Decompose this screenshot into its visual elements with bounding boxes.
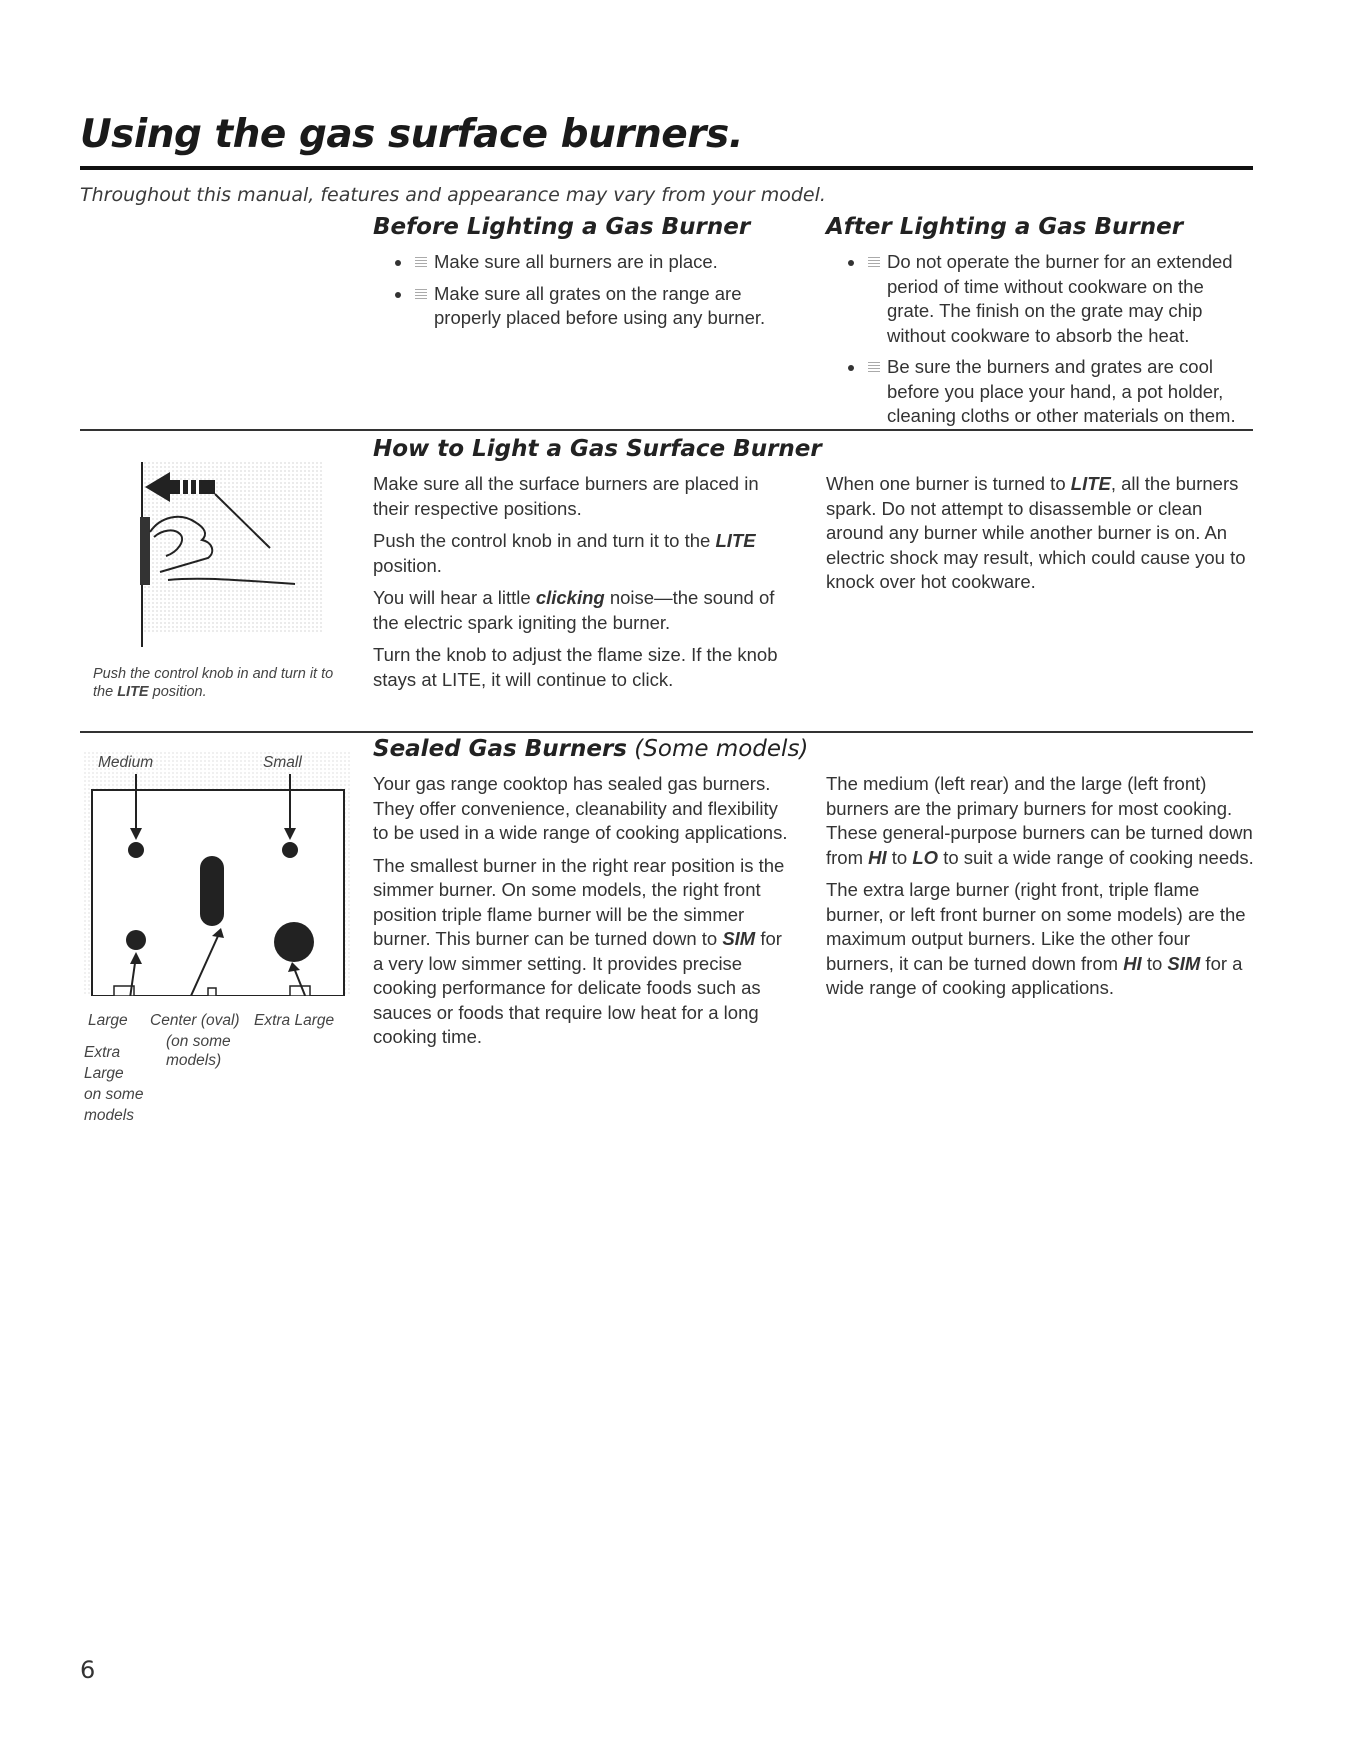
after-lighting-heading: After Lighting a Gas Burner	[826, 214, 1184, 240]
control-knob-illustration	[120, 462, 340, 650]
page-title: Using the gas surface burners.	[80, 112, 744, 157]
how-to-light-left-column	[373, 472, 793, 700]
extra-large-burner-label: Extra Large	[254, 1012, 335, 1029]
bullet-icon	[868, 256, 880, 267]
sealed-paragraph-2: The smallest burner in the right rear position is the simmer burner. On some models, the right front position triple flame burner will be the simmer burner. This burner can be turned down to SIM for a very low simmer setting. It provides precise cooking performance for delicate foods such as sauces or foods that require low heat for a long cooking time.	[373, 854, 785, 1047]
center-burner-label: Center (oval)	[150, 1012, 240, 1029]
title-rule	[80, 166, 1253, 170]
section-divider	[80, 429, 1253, 431]
how-to-light-paragraph-4: Turn the knob to adjust the flame size. If the knob stays at LITE, it will continue to click.	[373, 644, 778, 690]
center-burner-note: (on some models)	[166, 1033, 231, 1069]
how-to-light-right-column	[826, 472, 1256, 603]
before-lighting-section	[373, 214, 773, 349]
extra-large-some-models-label: Extra Large on some models	[84, 1044, 144, 1124]
small-burner-label: Small	[263, 754, 302, 771]
sealed-paragraph-4: The extra large burner (right front, triple flame burner, or left front burner on some models) are the maximum output burners. Like the other four burners, it can be turned down from HI to SIM for a wide range of cooking applications.	[826, 879, 1246, 998]
bullet-icon	[415, 288, 427, 299]
how-to-light-paragraph-2: Push the control knob in and turn it to the LITE position.	[373, 530, 756, 576]
bullet-icon	[415, 256, 427, 267]
medium-burner-label: Medium	[98, 754, 154, 771]
after-lighting-list	[826, 250, 1256, 429]
how-to-light-paragraph-3: You will hear a little clicking noise—the sound of the electric spark igniting the burner.	[373, 587, 775, 633]
before-lighting-heading: Before Lighting a Gas Burner	[373, 214, 751, 240]
sealed-burners-left-column	[373, 772, 793, 1058]
page-subtitle: Throughout this manual, features and appearance may vary from your model.	[80, 184, 826, 206]
before-lighting-list	[373, 250, 773, 331]
list-item: • Be sure the burners and grates are cool before you place your hand, a pot holder, cleaning cloths or other materials on them.	[866, 355, 1256, 429]
knob-figure-caption: Push the control knob in and turn it to the LITE position.	[93, 666, 334, 700]
list-item: • Make sure all burners are in place.	[413, 250, 773, 275]
burner-layout-diagram	[84, 752, 352, 996]
list-item: • Do not operate the burner for an extended period of time without cookware on the grate. The finish on the grate may chip without cookware to absorb the heat.	[866, 250, 1256, 348]
list-item: • Make sure all grates on the range are properly placed before using any burner.	[413, 282, 773, 331]
sealed-burners-heading: Sealed Gas Burners (Some models)	[373, 736, 809, 762]
large-burner-label: Large	[88, 1012, 128, 1029]
page-number: 6	[80, 1656, 96, 1684]
bullet-icon	[868, 361, 880, 372]
how-to-light-paragraph-5: When one burner is turned to LITE, all the burners spark. Do not attempt to disassemble or clean around any burner while another burner is on. An electric shock may result, which could cause you to knock over hot cookware.	[826, 473, 1246, 592]
after-lighting-section	[826, 214, 1256, 447]
section-divider	[80, 731, 1253, 733]
how-to-light-paragraph-1: Make sure all the surface burners are placed in their respective positions.	[373, 473, 759, 519]
sealed-paragraph-3: The medium (left rear) and the large (left front) burners are the primary burners for most cooking. These general-purpose burners can be turned down from HI to LO to suit a wide range of cooking needs.	[826, 773, 1254, 868]
sealed-paragraph-1: Your gas range cooktop has sealed gas burners. They offer convenience, cleanability and flexibility to be used in a wide range of cooking applications.	[373, 773, 788, 843]
sealed-burners-right-column	[826, 772, 1256, 1009]
how-to-light-heading: How to Light a Gas Surface Burner	[373, 436, 822, 462]
